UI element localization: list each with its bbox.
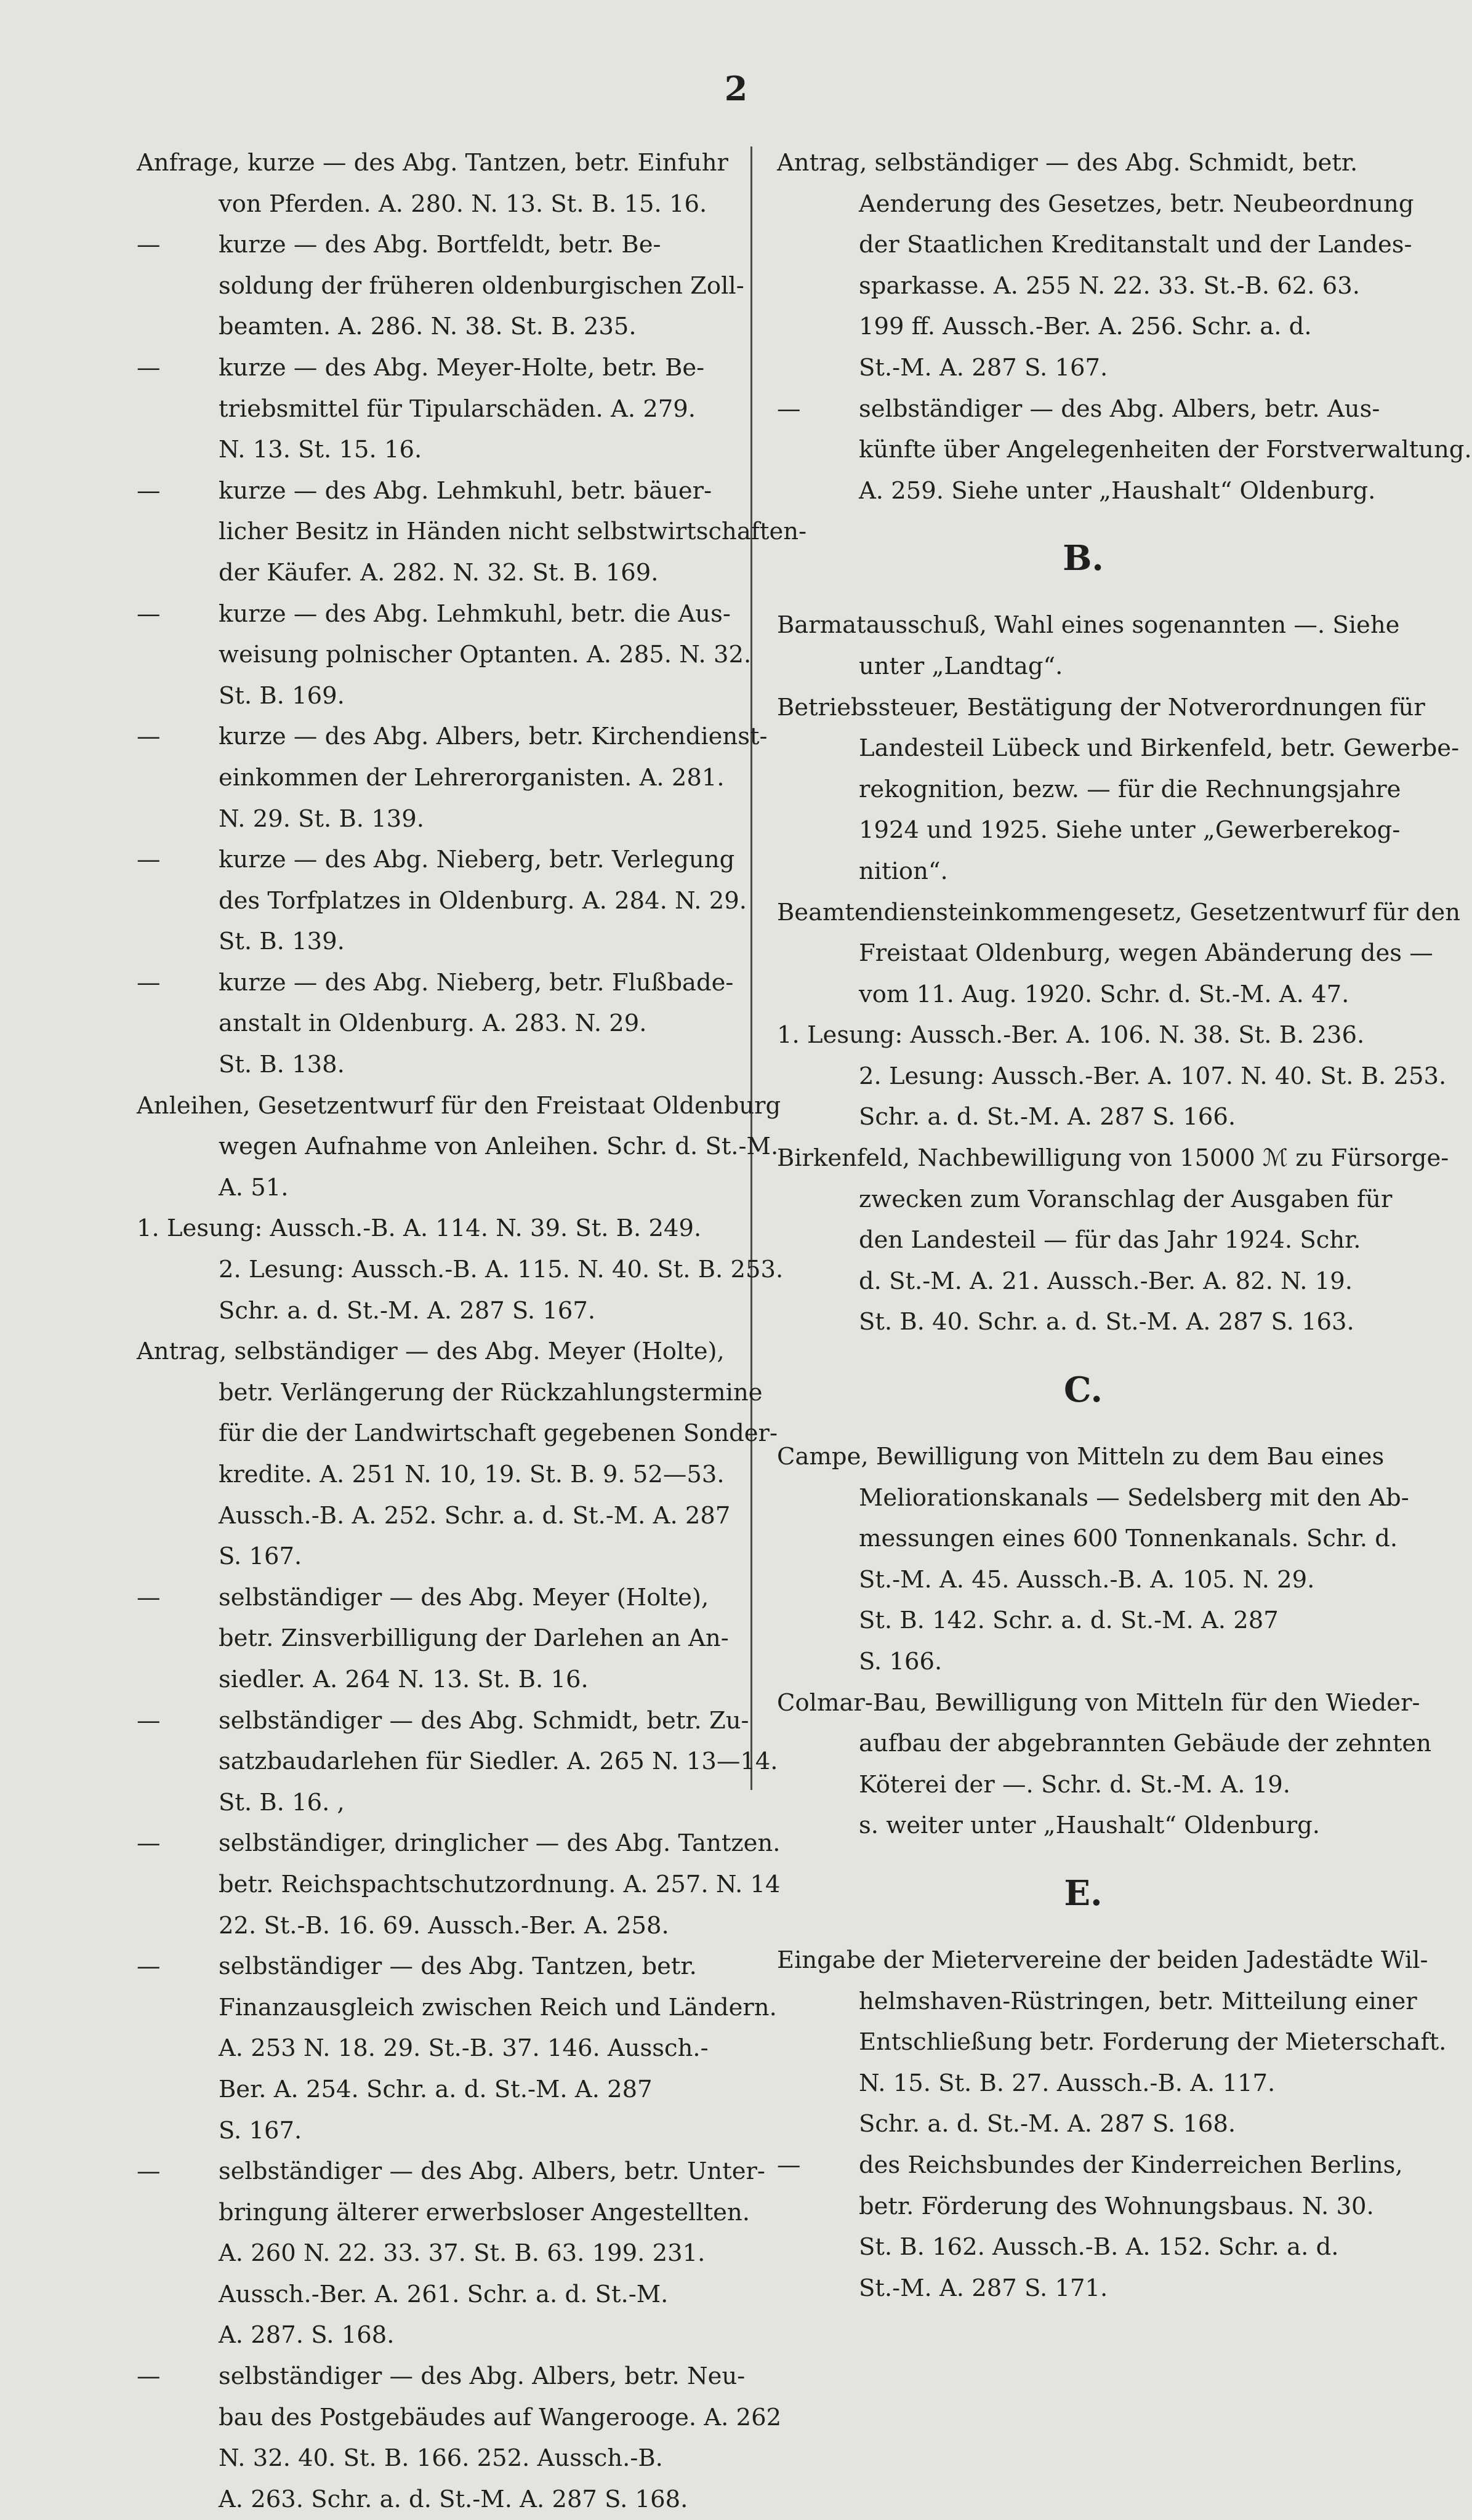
entry-line: — kurze — des Abg. Meyer-Holte, betr. Be- (137, 348, 749, 389)
entry-line: Betriebssteuer, Bestätigung der Notverordnungen für (777, 693, 1425, 721)
entry-line: — selbständiger — des Abg. Meyer (Holte), (137, 1578, 749, 1619)
index-entry (137, 1331, 778, 1578)
entry-line: — kurze — des Abg. Lehmkuhl, betr. bäuer- (137, 471, 749, 512)
continuation-dash: — (137, 723, 161, 751)
entry-line: betr. Förderung des Wohnungsbaus. N. 30. (859, 2192, 1374, 2220)
entry-line: Aussch.-B. A. 252. Schr. a. d. St.-M. A. 287 (219, 1501, 731, 1530)
entry-line: S. 167. (219, 2116, 302, 2145)
entry-line: Schr. a. d. St.-M. A. 287 S. 167. (219, 1296, 596, 1325)
entry-line: helmshaven-Rüstringen, betr. Mitteilung einer (859, 1987, 1417, 2015)
entry-line: Freistaat Oldenburg, wegen Abänderung des — (859, 939, 1433, 968)
entry-line: N. 29. St. B. 139. (219, 805, 424, 833)
entry-line: licher Besitz in Händen nicht selbstwirtschaften- (219, 518, 807, 546)
entry-line: St.-M. A. 45. Aussch.-B. A. 105. N. 29. (859, 1565, 1315, 1594)
entry-line: St. B. 142. Schr. a. d. St.-M. A. 287 (859, 1607, 1279, 1635)
entry-line: A. 260 N. 22. 33. 37. St. B. 63. 199. 231. (219, 2239, 706, 2268)
continuation-dash: — (137, 1952, 161, 1981)
index-entry (777, 688, 1460, 893)
entry-line: Beamtendiensteinkommengesetz, Gesetzentwurf für den (777, 898, 1460, 926)
index-subentry (137, 2151, 765, 2356)
continuation-dash: — (137, 2362, 161, 2391)
entry-line: — selbständiger — des Abg. Albers, betr. Unter- (137, 2151, 749, 2193)
entry-line: N. 15. St. B. 27. Aussch.-B. A. 117. (859, 2069, 1276, 2097)
entry-line: satzbaudarlehen für Siedler. A. 265 N. 13—14. (219, 1748, 778, 1776)
continuation-dash: — (137, 353, 161, 382)
entry-line: beamten. A. 286. N. 38. St. B. 235. (219, 313, 637, 341)
index-subentry (137, 348, 749, 471)
continuation-dash: — (137, 231, 161, 259)
entry-line: A. 51. (219, 1173, 289, 1202)
entry-line: A. 259. Siehe unter „Haushalt“ Oldenburg. (859, 476, 1376, 505)
entry-line: A. 263. Schr. a. d. St.-M. A. 287 S. 168. (219, 2485, 688, 2513)
entry-line: betr. Verlängerung der Rückzahlungstermine (219, 1378, 763, 1406)
index-subentry (137, 963, 749, 1086)
entry-line: — kurze — des Abg. Nieberg, betr. Flußbade- (137, 963, 749, 1004)
entry-line: einkommen der Lehrerorganisten. A. 281. (219, 763, 725, 792)
index-subentry (137, 1701, 778, 1824)
index-subentry (137, 225, 749, 348)
index-entry (777, 143, 1414, 389)
continuation-dash: — (137, 600, 161, 628)
entry-line: Campe, Bewilligung von Mitteln zu dem Bau eines (777, 1443, 1385, 1471)
entry-line: 2. Lesung: Aussch.-B. A. 115. N. 40. St. B. 253. (219, 1256, 784, 1284)
entry-line: Eingabe der Mietervereine der beiden Jadestädte Wil- (777, 1946, 1428, 1974)
entry-line: siedler. A. 264 N. 13. St. B. 16. (219, 1665, 589, 1693)
entry-line: von Pferden. A. 280. N. 13. St. B. 15. 16. (219, 190, 707, 218)
index-subentry (137, 1946, 777, 2151)
entry-line: den Landesteil — für das Jahr 1924. Schr. (859, 1226, 1361, 1254)
continuation-dash: — (777, 395, 801, 423)
index-subentry (137, 716, 768, 840)
entry-line: — selbständiger — des Abg. Tantzen, betr. (137, 1946, 749, 1988)
entry-line: betr. Zinsverbilligung der Darlehen an An- (219, 1624, 729, 1653)
continuation-dash: — (777, 2151, 801, 2179)
entry-line: 199 ff. Aussch.-Ber. A. 256. Schr. a. d. (859, 313, 1312, 341)
entry-line: kredite. A. 251 N. 10, 19. St. B. 9. 52—53. (219, 1461, 725, 1488)
index-subentry (137, 1578, 749, 1701)
entry-line: 2. Lesung: Aussch.-Ber. A. 107. N. 40. St. B. 253. (859, 1062, 1447, 1090)
entry-line: — des Reichsbundes der Kinderreichen Berlins, (777, 2145, 1390, 2186)
entry-line: St. B. 40. Schr. a. d. St.-M. A. 287 S. 163. (859, 1308, 1354, 1336)
continuation-dash: — (137, 2157, 161, 2186)
entry-line: Antrag, selbständiger — des Abg. Meyer (Holte), (137, 1338, 725, 1366)
entry-line: Anfrage, kurze — des Abg. Tantzen, betr. Einfuhr (137, 149, 728, 177)
continuation-dash: — (137, 1829, 161, 1858)
entry-line: S. 167. (219, 1543, 302, 1571)
index-entry (777, 1437, 1409, 1683)
entry-line: St. B. 162. Aussch.-B. A. 152. Schr. a. d. (859, 2233, 1339, 2261)
entry-line: Birkenfeld, Nachbewilligung von 15000 ℳ zu Fürsorge- (777, 1144, 1449, 1173)
entry-line: A. 253 N. 18. 29. St.-B. 37. 146. Aussch.- (219, 2034, 709, 2063)
entry-line: A. 287. S. 168. (219, 2321, 395, 2349)
continuation-dash: — (137, 476, 161, 505)
index-entry (777, 893, 1460, 1016)
column-divider (750, 146, 752, 1790)
entry-line: Landesteil Lübeck und Birkenfeld, betr. Gewerbe- (859, 734, 1460, 763)
index-subentry (137, 594, 752, 717)
entry-line: — selbständiger — des Abg. Albers, betr. Aus- (777, 389, 1390, 430)
entry-line: Schr. a. d. St.-M. A. 287 S. 168. (859, 2110, 1236, 2138)
entry-line: nition“. (859, 857, 948, 885)
entry-line: 1. Lesung: Aussch.-B. A. 114. N. 39. St. B. 249. (137, 1214, 702, 1243)
section-heading: B. (1063, 538, 1104, 579)
entry-line: Antrag, selbständiger — des Abg. Schmidt, betr. (777, 149, 1358, 177)
entry-line: Schr. a. d. St.-M. A. 287 S. 166. (859, 1103, 1236, 1131)
entry-line: Finanzausgleich zwischen Reich und Ländern. (219, 1993, 777, 2021)
entry-line: rekognition, bezw. — für die Rechnungsjahre (859, 775, 1401, 803)
entry-line: sparkasse. A. 255 N. 22. 33. St.-B. 62. 63. (859, 271, 1361, 300)
entry-line: Ber. A. 254. Schr. a. d. St.-M. A. 287 (219, 2075, 653, 2103)
entry-line: — selbständiger — des Abg. Schmidt, betr. Zu- (137, 1701, 749, 1742)
entry-line: aufbau der abgebrannten Gebäude der zehnten (859, 1730, 1431, 1758)
entry-line: künfte über Angelegenheiten der Forstverwaltung. (859, 436, 1472, 464)
index-entry (777, 1940, 1447, 2145)
section-heading: C. (1063, 1370, 1103, 1411)
entry-line: zwecken zum Voranschlag der Ausgaben für (859, 1185, 1393, 1213)
entry-line: 22. St.-B. 16. 69. Aussch.-Ber. A. 258. (219, 1911, 669, 1940)
entry-line: Köterei der —. Schr. d. St.-M. A. 19. (859, 1770, 1290, 1799)
entry-line: s. weiter unter „Haushalt“ Oldenburg. (859, 1812, 1320, 1840)
entry-line: bau des Postgebäudes auf Wangerooge. A. 262 (219, 2403, 782, 2431)
entry-line: Meliorationskanals — Sedelsberg mit den Ab- (859, 1483, 1409, 1512)
reading-entry (137, 1208, 784, 1331)
index-subentry (137, 840, 749, 963)
entry-line: Colmar-Bau, Bewilligung von Mitteln für den Wieder- (777, 1688, 1420, 1717)
entry-line: St.-M. A. 287 S. 171. (859, 2274, 1108, 2302)
entry-line: — kurze — des Abg. Lehmkuhl, betr. die Aus- (137, 594, 749, 635)
index-entry (137, 1086, 781, 1209)
reading-entry (777, 1015, 1447, 1138)
entry-line: der Staatlichen Kreditanstalt und der Landes- (859, 231, 1412, 259)
index-subentry (137, 471, 807, 594)
entry-line: 1. Lesung: Aussch.-Ber. A. 106. N. 38. St. B. 236. (777, 1021, 1365, 1049)
index-subentry (137, 1823, 781, 1946)
index-subentry (777, 389, 1472, 512)
continuation-dash: — (137, 1583, 161, 1611)
entry-line: weisung polnischer Optanten. A. 285. N. 32. (219, 641, 752, 669)
continuation-dash: — (137, 846, 161, 874)
entry-line: Anleihen, Gesetzentwurf für den Freistaat Oldenburg (137, 1091, 781, 1120)
index-entry (777, 1683, 1431, 1847)
entry-line: St. B. 138. (219, 1051, 345, 1079)
right-column (777, 143, 1472, 2309)
entry-line: N. 32. 40. St. B. 166. 252. Aussch.-B. (219, 2444, 663, 2473)
section-heading: E. (1064, 1872, 1103, 1914)
entry-line: — kurze — des Abg. Nieberg, betr. Verlegung (137, 840, 749, 881)
entry-line: messungen eines 600 Tonnenkanals. Schr. d. (859, 1525, 1398, 1553)
page-number: 2 (724, 69, 748, 108)
entry-line: vom 11. Aug. 1920. Schr. d. St.-M. A. 47. (859, 980, 1349, 1008)
entry-line: bringung älterer erwerbsloser Angestellten. (219, 2198, 750, 2226)
entry-line: St. B. 139. (219, 928, 345, 956)
entry-line: anstalt in Oldenburg. A. 283. N. 29. (219, 1009, 647, 1038)
entry-line: — kurze — des Abg. Albers, betr. Kirchendienst- (137, 716, 749, 758)
left-column (137, 143, 807, 2520)
continuation-dash: — (137, 968, 161, 997)
entry-line: Aenderung des Gesetzes, betr. Neubeordnung (859, 190, 1414, 218)
entry-line: Aussch.-Ber. A. 261. Schr. a. d. St.-M. (219, 2280, 669, 2308)
entry-line: — selbständiger — des Abg. Albers, betr. Neu- (137, 2356, 749, 2398)
index-subentry (777, 2145, 1403, 2309)
index-entry (777, 605, 1400, 687)
entry-line: triebsmittel für Tipularschäden. A. 279. (219, 395, 696, 423)
entry-line: St.-M. A. 287 S. 167. (859, 353, 1108, 382)
entry-line: wegen Aufnahme von Anleihen. Schr. d. St.-M. (219, 1133, 779, 1161)
entry-line: soldung der früheren oldenburgischen Zoll- (219, 271, 744, 300)
entry-line: unter „Landtag“. (859, 652, 1063, 680)
entry-line: des Torfplatzes in Oldenburg. A. 284. N. 29. (219, 886, 747, 915)
entry-line: St. B. 169. (219, 681, 345, 710)
entry-line: — selbständiger, dringlicher — des Abg. Tantzen. (137, 1823, 749, 1864)
entry-line: betr. Reichspachtschutzordnung. A. 257. N. 14 (219, 1870, 781, 1898)
continuation-dash: — (137, 1706, 161, 1735)
entry-line: N. 13. St. 15. 16. (219, 436, 422, 464)
entry-line: der Käufer. A. 282. N. 32. St. B. 169. (219, 558, 659, 587)
entry-line: — kurze — des Abg. Bortfeldt, betr. Be- (137, 225, 749, 266)
entry-line: St. B. 16. , (219, 1788, 345, 1816)
entry-line: 1924 und 1925. Siehe unter „Gewerberekog- (859, 816, 1401, 845)
entry-line: d. St.-M. A. 21. Aussch.-Ber. A. 82. N. 19. (859, 1267, 1353, 1295)
entry-line: Entschließung betr. Forderung der Mieterschaft. (859, 2028, 1447, 2057)
entry-line: Barmatausschuß, Wahl eines sogenannten —. Siehe (777, 611, 1400, 640)
index-entry (137, 143, 749, 225)
entry-line: S. 166. (859, 1648, 943, 1675)
index-subentry (137, 2356, 782, 2520)
index-entry (777, 1138, 1449, 1343)
entry-line: für die der Landwirtschaft gegebenen Sonder- (219, 1419, 778, 1448)
